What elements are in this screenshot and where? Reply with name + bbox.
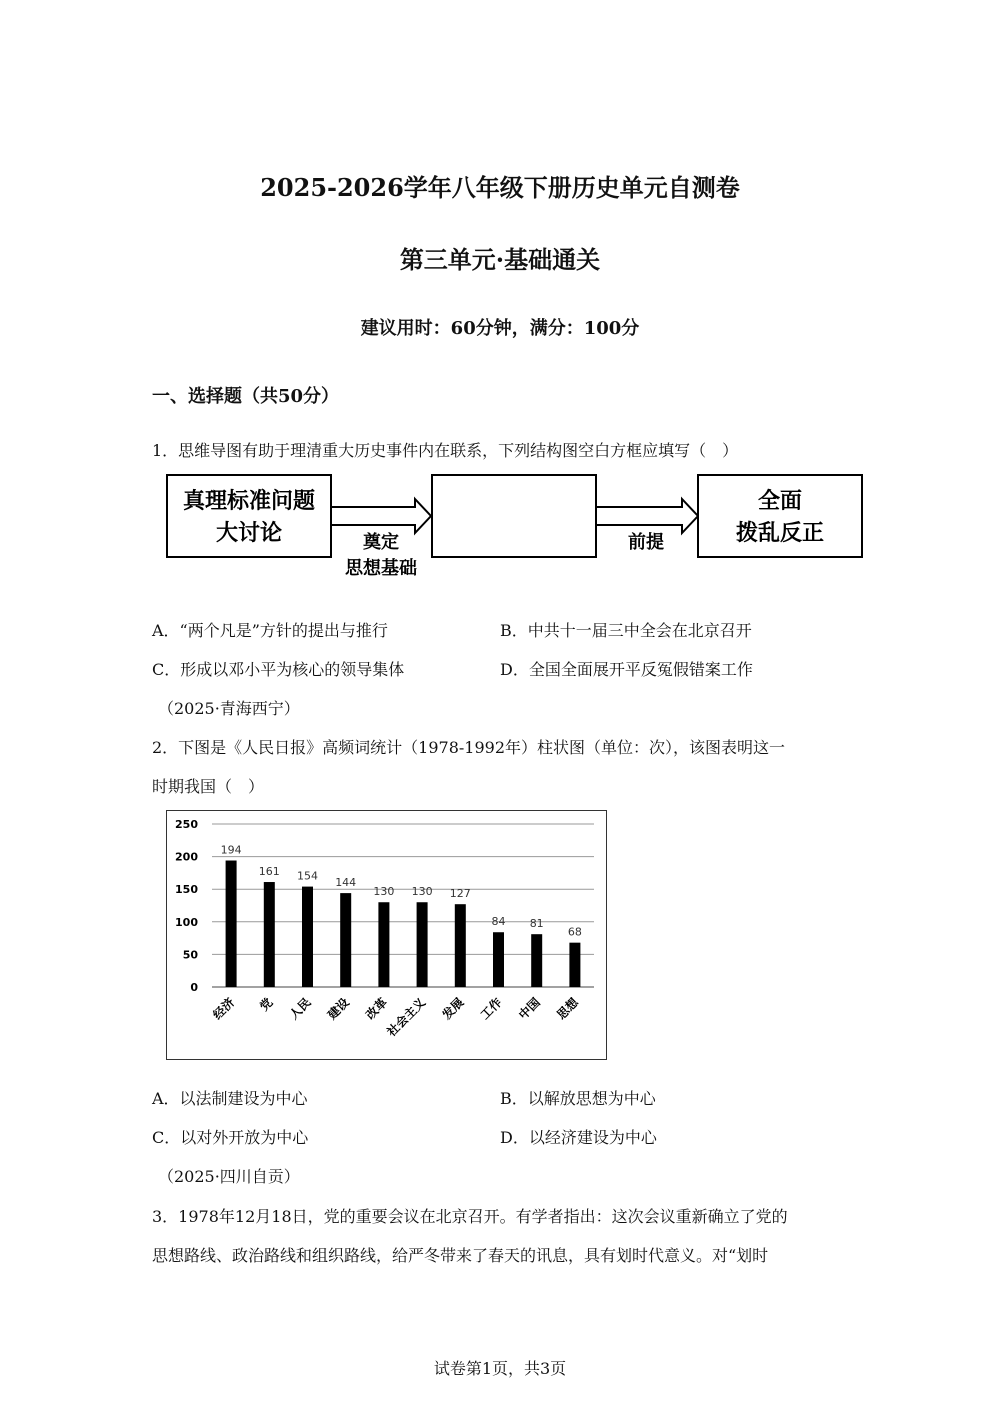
question-2-option-b[interactable]: B．以解放思想为中心: [500, 1089, 656, 1108]
question-3-stem-line1: 3．1978年12月18日，党的重要会议在北京召开。有学者指出：这次会议重新确立了党的: [152, 1207, 788, 1226]
question-1-option-d[interactable]: D．全国全面展开平反冤假错案工作: [500, 660, 753, 679]
bar: [455, 904, 466, 987]
y-tick-label: 100: [175, 915, 198, 929]
exam-time-info: 建议用时：60分钟，满分：100分: [360, 318, 640, 339]
x-tick-label: 经济: [210, 995, 238, 1023]
data-label: 81: [529, 917, 544, 931]
x-tick-label: 思想: [554, 995, 582, 1023]
question-2-option-d[interactable]: D．以经济建设为中心: [500, 1128, 657, 1147]
bar: [226, 861, 237, 987]
data-label: 154: [297, 869, 318, 883]
bar: [264, 882, 275, 987]
data-label: 161: [258, 865, 280, 879]
diagram-box-right-line1: 全面: [757, 489, 803, 514]
question-3-stem-line2: 思想路线、政治路线和组织路线，给严冬带来了春天的讯息，具有划时代意义。对“划时: [152, 1246, 769, 1265]
data-label: 130: [411, 885, 433, 899]
question-2-stem-line1: 2．下图是《人民日报》高频词统计（1978-1992年）柱状图（单位：次），该图表明这一: [152, 738, 786, 757]
diagram-arrow-2-label: 前提: [628, 532, 664, 553]
question-1-option-a[interactable]: A．“两个凡是”方针的提出与推行: [152, 621, 388, 640]
x-tick-label: 建设: [324, 995, 352, 1023]
bar: [493, 932, 504, 987]
diagram-box-right-line2: 拨乱反正: [735, 521, 825, 546]
page-footer: 试卷第1页，共3页: [433, 1359, 567, 1378]
question-2-option-c[interactable]: C．以对外开放为中心: [152, 1128, 309, 1147]
question-2-option-a[interactable]: A．以法制建设为中心: [152, 1089, 308, 1108]
question-2-stem-line2: 时期我国（ ）: [152, 777, 265, 796]
diagram-box-left-line1: 真理标准问题: [182, 489, 316, 514]
section-heading: 一、选择题（共50分）: [152, 386, 340, 407]
exam-title: 2025-2026学年八年级下册历史单元自测卷: [260, 173, 740, 202]
bar: [378, 902, 389, 987]
y-tick-label: 50: [182, 948, 198, 962]
question-1-option-c[interactable]: C．形成以邓小平为核心的领导集体: [152, 660, 405, 679]
bar: [417, 902, 428, 987]
question-2-bar-chart: [166, 810, 607, 1060]
exam-subtitle: 第三单元·基础通关: [399, 245, 601, 274]
x-tick-label: 发展: [439, 995, 467, 1023]
question-1-stem: 1．思维导图有助于理清重大历史事件内在联系，下列结构图空白方框应填写（ ）: [152, 441, 739, 460]
x-tick-label: 改革: [363, 995, 391, 1023]
data-label: 130: [373, 885, 395, 899]
y-tick-label: 250: [175, 818, 198, 831]
bar: [302, 887, 313, 987]
question-2-source: （2025·四川自贡）: [158, 1167, 300, 1186]
data-label: 144: [335, 876, 357, 890]
x-tick-label: 工作: [477, 995, 505, 1023]
question-1-source: （2025·青海西宁）: [158, 699, 300, 718]
diagram-box-middle-blank: [432, 475, 596, 557]
y-tick-label: 200: [175, 850, 198, 864]
x-tick-label: 党: [257, 995, 276, 1014]
y-tick-label: 0: [190, 981, 198, 994]
diagram-arrow-1: [331, 499, 431, 533]
x-tick-label: 社会主义: [384, 995, 429, 1040]
bar: [531, 934, 542, 987]
data-label: 194: [220, 843, 242, 857]
diagram-box-left-line2: 大讨论: [215, 521, 283, 546]
data-label: 127: [449, 887, 471, 901]
diagram-arrow-1-label-line1: 奠定: [363, 532, 399, 553]
question-1-option-b[interactable]: B．中共十一届三中全会在北京召开: [500, 621, 752, 640]
data-label: 68: [567, 925, 582, 939]
diagram-arrow-1-label-line2: 思想基础: [345, 558, 417, 579]
data-label: 84: [491, 915, 506, 929]
y-tick-label: 150: [175, 883, 198, 897]
bar: [569, 943, 580, 987]
question-1-diagram: [160, 470, 870, 588]
diagram-arrow-2: [596, 499, 698, 533]
bar: [340, 893, 351, 987]
x-tick-label: 中国: [515, 995, 543, 1023]
x-tick-label: 人民: [286, 995, 314, 1023]
